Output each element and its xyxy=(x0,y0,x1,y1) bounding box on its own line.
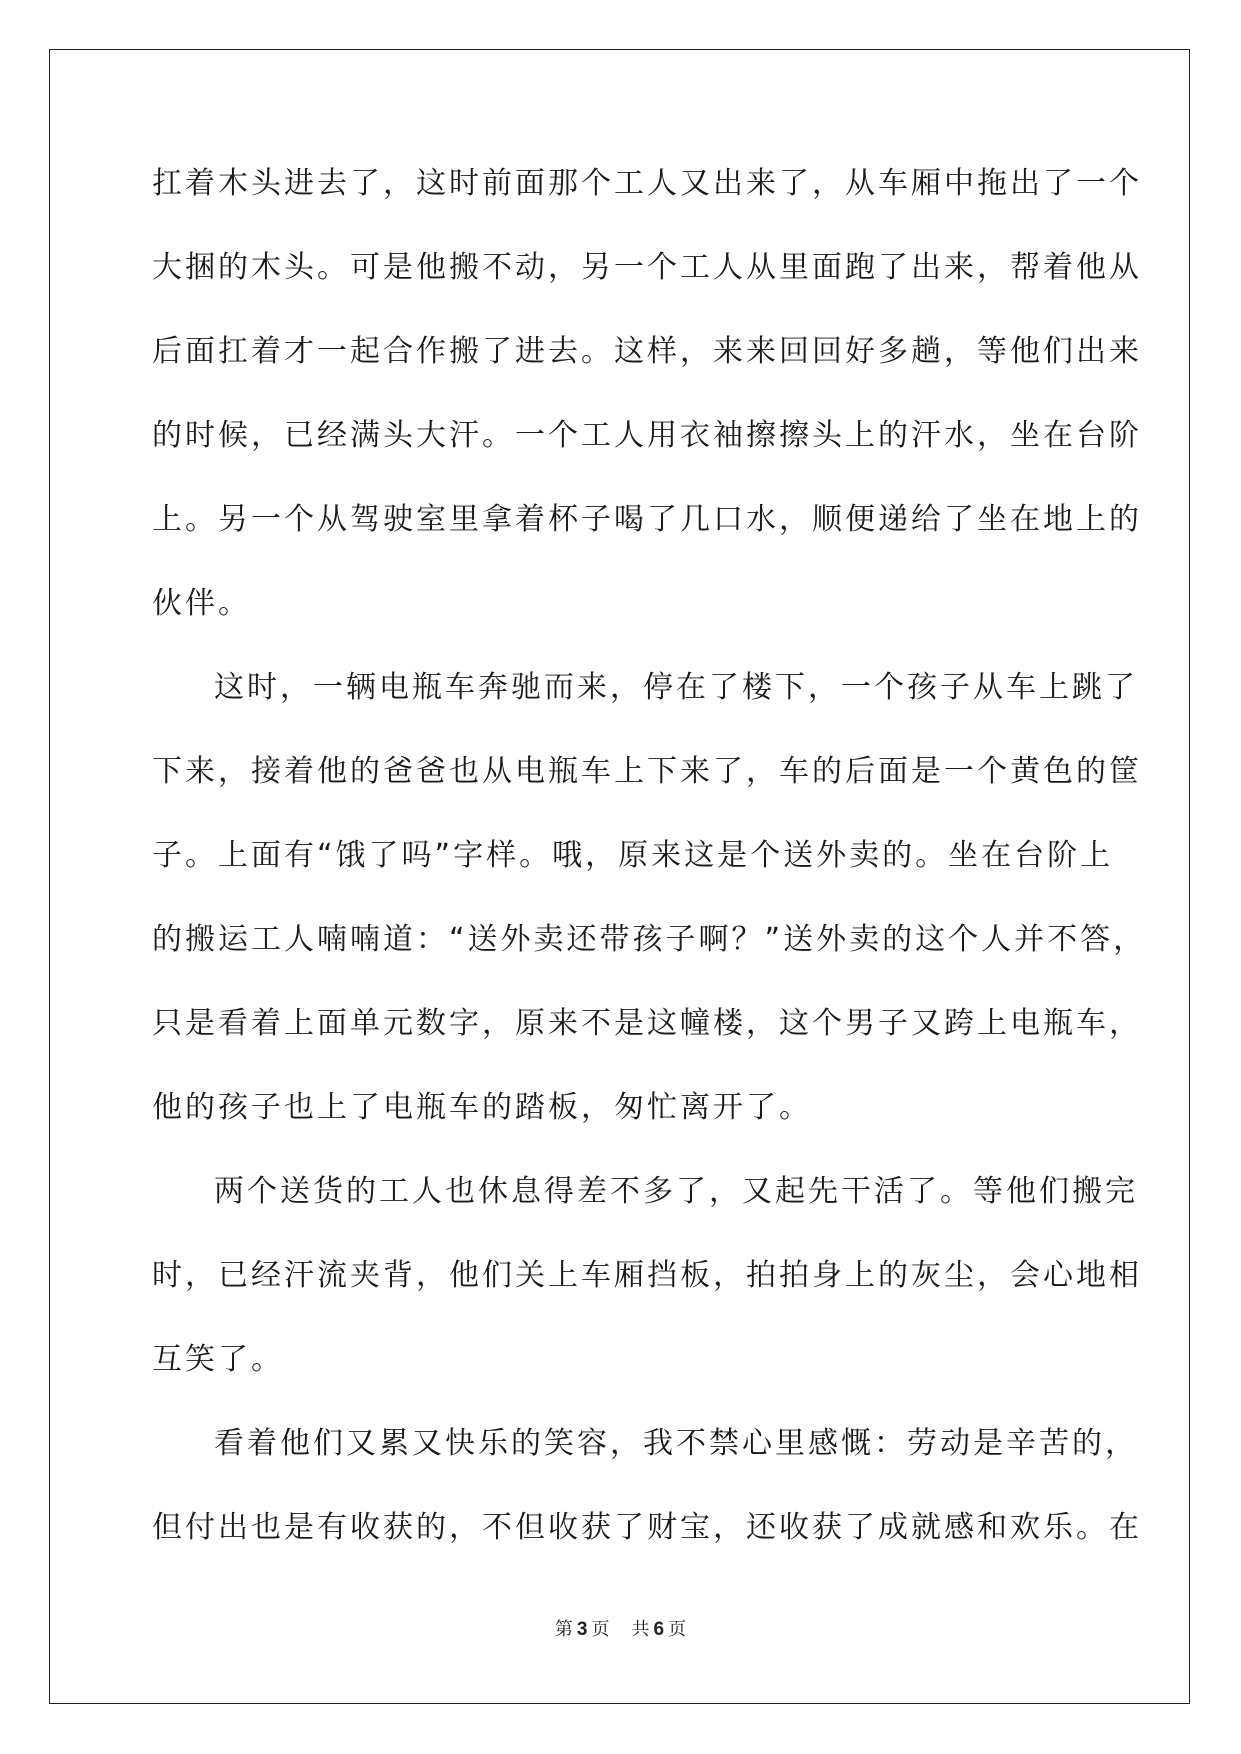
text-line: 的搬运工人喃喃道：“送外卖还带孩子啊？”送外卖的这个人并不答， xyxy=(152,922,1147,957)
text-line: 这时，一辆电瓶车奔驰而来，停在了楼下，一个孩子从车上跳了 xyxy=(214,670,1138,705)
document-body xyxy=(152,160,1147,1588)
page-footer xyxy=(0,1615,1241,1641)
text-line: 伙伴。 xyxy=(152,586,251,621)
text-line: 互笑了。 xyxy=(152,1342,284,1377)
footer-page-suffix: 页 xyxy=(591,1619,610,1640)
text-line: 下来，接着他的爸爸也从电瓶车上下来了，车的后面是一个黄色的筐 xyxy=(152,754,1142,789)
footer-total-suffix: 页 xyxy=(668,1619,687,1640)
text-line: 大捆的木头。可是他搬不动，另一个工人从里面跑了出来，帮着他从 xyxy=(152,250,1142,285)
footer-prefix: 第 xyxy=(554,1619,573,1640)
text-line: 扛着木头进去了，这时前面那个工人又出来了，从车厢中拖出了一个 xyxy=(152,166,1142,201)
text-line: 他的孩子也上了电瓶车的踏板，匆忙离开了。 xyxy=(152,1090,812,1125)
text-line: 子。上面有“饿了吗”字样。哦，原来这是个送外卖的。坐在台阶上 xyxy=(152,838,1114,873)
total-page-number: 6 xyxy=(653,1619,665,1640)
text-line: 只是看着上面单元数字，原来不是这幢楼，这个男子又跨上电瓶车， xyxy=(152,1006,1142,1041)
text-line: 时，已经汗流夹背，他们关上车厢挡板，拍拍身上的灰尘，会心地相 xyxy=(152,1258,1142,1293)
footer-total-prefix: 共 xyxy=(631,1619,650,1640)
text-line: 上。另一个从驾驶室里拿着杯子喝了几口水，顺便递给了坐在地上的 xyxy=(152,502,1142,537)
text-line: 的时候，已经满头大汗。一个工人用衣袖擦擦头上的汗水，坐在台阶 xyxy=(152,418,1142,453)
text-line: 但付出也是有收获的，不但收获了财宝，还收获了成就感和欢乐。在 xyxy=(152,1510,1142,1545)
text-line: 两个送货的工人也休息得差不多了，又起先干活了。等他们搬完 xyxy=(214,1174,1138,1209)
current-page-number: 3 xyxy=(576,1619,588,1640)
text-line: 后面扛着才一起合作搬了进去。这样，来来回回好多趟，等他们出来 xyxy=(152,334,1142,369)
text-line: 看着他们又累又快乐的笑容，我不禁心里感慨：劳动是辛苦的， xyxy=(214,1426,1138,1461)
